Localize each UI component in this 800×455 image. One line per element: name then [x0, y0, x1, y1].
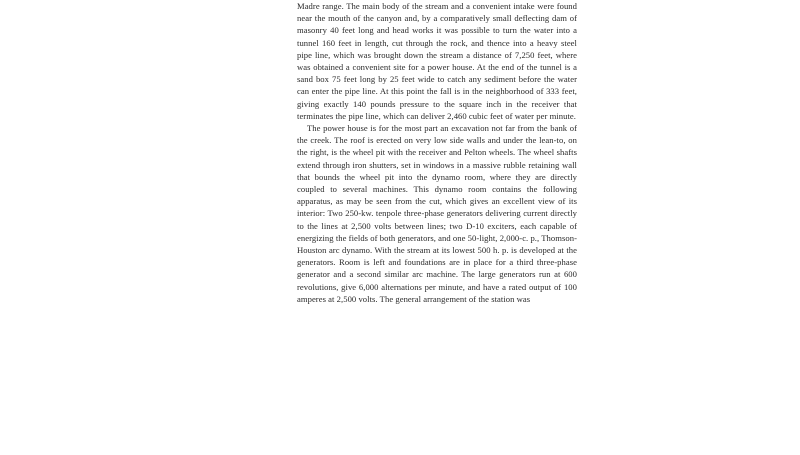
- paragraph-1: Madre range. The main body of the stream and a convenient intake were found near the mouth of the canyon and, by a comparatively small deflecting dam of masonry 40 feet long and head works it was possible to turn the water into a tunnel 160 feet in length, cut through the rock, and thence into a heavy steel pipe line, which was brought down the stream a distance of 7,250 feet, where was obtained a convenient site for a power house. At the end of the tunnel is a sand box 75 feet long by 25 feet wide to catch any sediment before the water can enter the pipe line. At this point the fall is in the neighborhood of 333 feet, giving exactly 140 pounds pressure to the square inch in the receiver that terminates the pipe line, which can deliver 2,460 cubic feet of water per minute.: [297, 1, 577, 121]
- text-column: [297, 0, 577, 305]
- paragraph-2: The power house is for the most part an excavation not far from the bank of the creek. The roof is erected on very low side walls and under the lean-to, on the right, is the wheel pit with the receiver and Pelton wheels. The wheel shafts extend through iron shutters, set in windows in a massive rubble retaining wall that bounds the wheel pit into the dynamo room, where they are directly coupled to several machines. This dynamo room contains the following apparatus, as may be seen from the cut, which gives an excellent view of its interior: Two 250-kw. tenpole three-phase generators delivering current directly to the lines at 2,500 volts between lines; two D-10 exciters, each capable of energizing the fields of both generators, and one 50-light, 2,000-c. p., Thomson-Houston arc dynamo. With the stream at its lowest 500 h. p. is developed at the generators. Room is left and foundations are in place for a third three-phase generator and a second similar arc machine. The large generators run at 600 revolutions, give 6,000 alternations per minute, and have a rated output of 100 amperes at 2,500 volts. The general arrangement of the station was: [297, 123, 577, 304]
